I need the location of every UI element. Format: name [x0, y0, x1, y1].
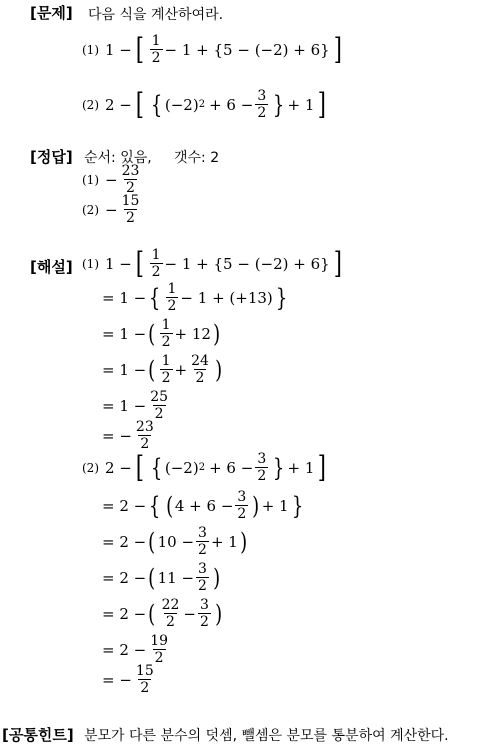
q2-part1: 2 − [105, 95, 132, 114]
answer-order: 순서: 있음, [84, 150, 152, 166]
a1-number: (1) [82, 172, 99, 187]
problem-q2: (2) 2 − [ { (−2) 2 + 6 − $\frac{3}{2}$ } + 1 ] [82, 86, 327, 122]
q2-number: (2) [82, 97, 99, 112]
a2-fraction: $\frac{15}{2}$ [121, 193, 140, 226]
problem-instruction: 다음 식을 계산하여라. [88, 7, 224, 23]
q1-number: (1) [82, 42, 99, 57]
s2-line-5: = 2 − $\frac{19}{2}$ [102, 633, 169, 666]
s1-line-3: = 1 − ( $\frac{1}{2}$ + $\frac{24}{2}$ ) [102, 353, 223, 386]
answer-label: [정답] [30, 148, 73, 166]
s2-line-0: (2) 2 − [ { (−2) 2 + 6 − $\frac{3}{2}$ } + 1 ] [82, 449, 327, 485]
hint-text: 분모가 다른 분수의 덧셈, 뺄셈은 분모를 통분하여 계산한다. [84, 728, 449, 744]
s1-line-1: = 1 − { $\frac{1}{2}$ − 1 + (+13) } [102, 281, 288, 314]
s2-line-4: = 2 − ( $\frac{22}{2}$ − $\frac{3}{2}$ ) [102, 597, 223, 630]
q1-part2: − 1 + {5 − (−2) + 6} [164, 40, 330, 59]
q2-part4: + 1 [287, 95, 315, 114]
problem-q1: (1) 1 − [ $\frac{1}{2}$ − 1 + {5 − (−2) + 6} ] [82, 31, 342, 67]
a1-fraction: $\frac{23}{2}$ [121, 163, 140, 196]
problem-label: [문제] [30, 4, 73, 22]
hint-label: [공통힌트] [2, 726, 74, 744]
s1-line-2: = 1 − ( $\frac{1}{2}$ + 12 ) [102, 317, 221, 350]
q1-part1: 1 − [105, 40, 132, 59]
s1-line-0: (1) 1 − [ $\frac{1}{2}$ − 1 + {5 − (−2) + 6} ] [82, 245, 342, 281]
s2-number: (2) [82, 460, 99, 475]
q2-fraction: $\frac{3}{2}$ [257, 88, 267, 121]
s2-line-2: = 2 − ( 10 − $\frac{3}{2}$ + 1 ) [102, 525, 248, 558]
s2-line-3: = 2 − ( 11 − $\frac{3}{2}$ ) [102, 561, 221, 594]
q2-part2: (−2) [164, 95, 199, 114]
answer-count: 갯수: 2 [174, 150, 220, 166]
s2-line-1: = 2 − { ( 4 + 6 − $\frac{3}{2}$ ) + 1 } [102, 489, 303, 522]
answer-a2: (2) − $\frac{15}{2}$ [82, 193, 140, 226]
solution-label: [해설] [30, 258, 73, 276]
q2-exponent: 2 [198, 99, 206, 110]
answer-a1: (1) − $\frac{23}{2}$ [82, 163, 140, 196]
q2-part3: + 6 − [209, 95, 254, 114]
s1-line-4: = 1 − $\frac{25}{2}$ [102, 389, 169, 422]
s1-line-5: = − $\frac{23}{2}$ [102, 419, 154, 452]
s1-number: (1) [82, 256, 99, 271]
q1-fraction: $\frac{1}{2}$ [151, 33, 161, 66]
s2-line-6: = − $\frac{15}{2}$ [102, 663, 154, 696]
a2-number: (2) [82, 202, 99, 217]
